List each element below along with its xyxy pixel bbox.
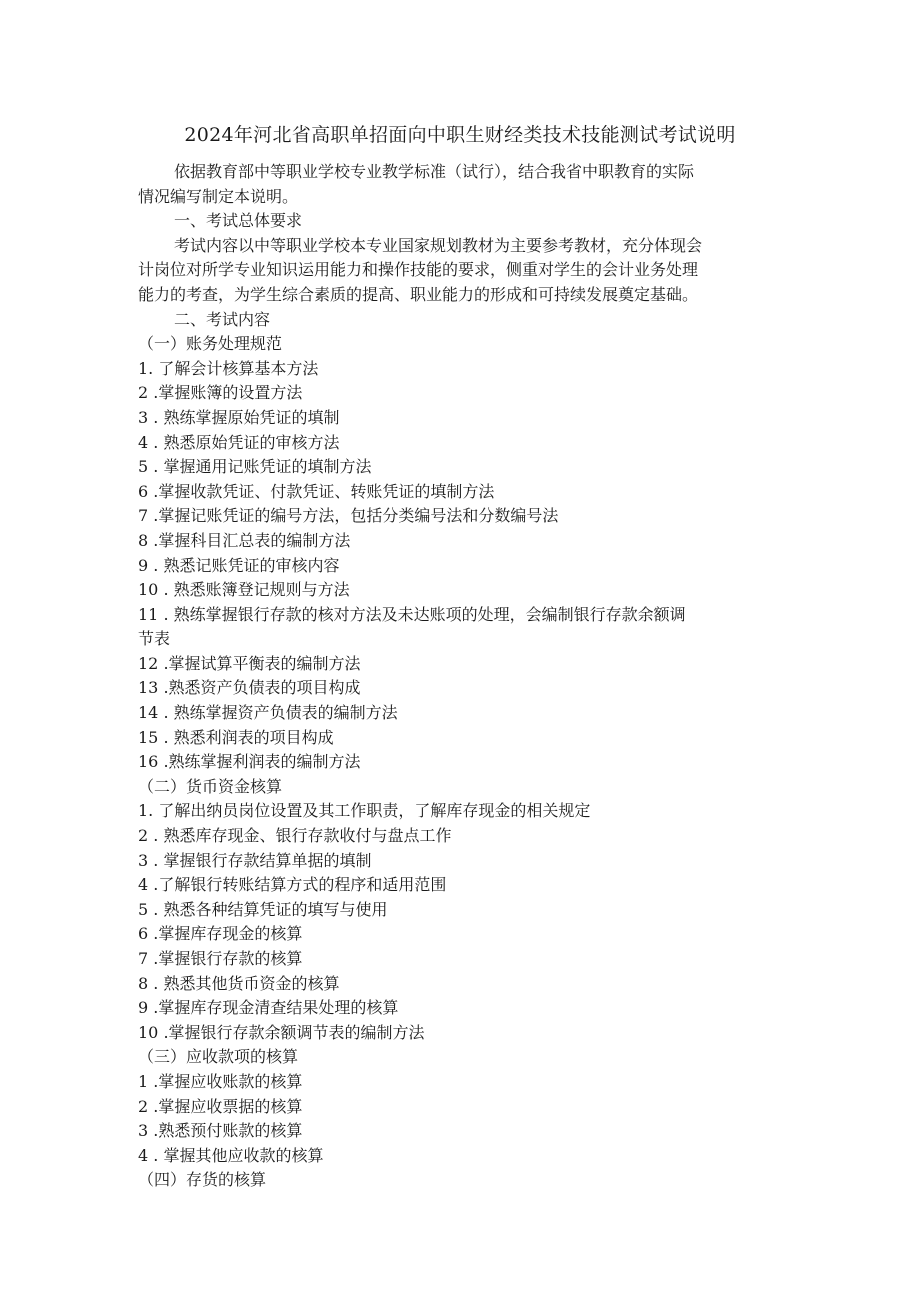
section-heading: （二）货币资金核算 bbox=[138, 776, 283, 796]
list-item: 13 .熟悉资产负债表的项目构成 bbox=[138, 678, 361, 698]
list-item: 5 . 掌握通用记账凭证的填制方法 bbox=[138, 457, 372, 477]
list-item: 1. 了解会计核算基本方法 bbox=[138, 358, 319, 378]
part1-heading: 一、考试总体要求 bbox=[174, 211, 303, 231]
list-item: 12 .掌握试算平衡表的编制方法 bbox=[138, 653, 361, 673]
list-item: 1. 了解出纳员岗位设置及其工作职责，了解库存现金的相关规定 bbox=[138, 801, 591, 821]
section-heading: （四）存货的核算 bbox=[138, 1170, 267, 1190]
list-item: 11 . 熟练掌握银行存款的核对方法及未达账项的处理，会编制银行存款余额调 bbox=[138, 604, 686, 624]
list-item: 3 . 掌握银行存款结算单据的填制 bbox=[138, 850, 372, 870]
list-item: 5 . 熟悉各种结算凭证的填写与使用 bbox=[138, 899, 388, 919]
intro-line-2: 情况编写制定本说明。 bbox=[138, 186, 299, 206]
list-item: 10 .掌握银行存款余额调节表的编制方法 bbox=[138, 1022, 425, 1042]
part1-line-3: 能力的考查，为学生综合素质的提高、职业能力的形成和可持续发展奠定基础。 bbox=[138, 284, 699, 304]
list-item: 9 .掌握库存现金清查结果处理的核算 bbox=[138, 998, 399, 1018]
list-item: 3 .熟悉预付账款的核算 bbox=[138, 1121, 303, 1141]
list-item: 3 . 熟练掌握原始凭证的填制 bbox=[138, 407, 340, 427]
list-item: 4 . 掌握其他应收款的核算 bbox=[138, 1145, 324, 1165]
list-item-continuation: 节表 bbox=[138, 629, 171, 649]
part2-heading: 二、考试内容 bbox=[174, 309, 271, 329]
list-item: 8 . 熟悉其他货币资金的核算 bbox=[138, 973, 340, 993]
list-item: 6 .掌握收款凭证、付款凭证、转账凭证的填制方法 bbox=[138, 481, 495, 501]
list-item: 2 .掌握应收票据的核算 bbox=[138, 1096, 303, 1116]
list-item: 7 .掌握记账凭证的编号方法，包括分类编号法和分数编号法 bbox=[138, 506, 559, 526]
list-item: 8 .掌握科目汇总表的编制方法 bbox=[138, 530, 351, 550]
document-body bbox=[138, 160, 798, 1193]
document-title: 2024年河北省高职单招面向中职生财经类技术技能测试考试说明 bbox=[184, 124, 736, 146]
list-item: 15 . 熟悉利润表的项目构成 bbox=[138, 727, 334, 747]
list-item: 4 . 熟悉原始凭证的审核方法 bbox=[138, 432, 340, 452]
list-item: 7 .掌握银行存款的核算 bbox=[138, 949, 303, 968]
list-item: 16 .熟练掌握利润表的编制方法 bbox=[138, 752, 361, 772]
section-heading: （三）应收款项的核算 bbox=[138, 1047, 299, 1067]
section-heading: （一）账务处理规范 bbox=[138, 334, 283, 354]
intro-line-1: 依据教育部中等职业学校专业教学标准（试行），结合我省中职教育的实际 bbox=[174, 162, 695, 181]
list-item: 9 . 熟悉记账凭证的审核内容 bbox=[138, 555, 340, 575]
list-item: 10 . 熟悉账簿登记规则与方法 bbox=[138, 580, 350, 600]
list-item: 6 .掌握库存现金的核算 bbox=[138, 924, 303, 944]
list-item: 14 . 熟练掌握资产负债表的编制方法 bbox=[138, 703, 398, 723]
list-item: 2 .掌握账簿的设置方法 bbox=[138, 383, 303, 403]
part1-line-1: 考试内容以中等职业学校本专业国家规划教材为主要参考教材，充分体现会 bbox=[174, 235, 703, 255]
list-item: 1 .掌握应收账款的核算 bbox=[138, 1071, 303, 1091]
part1-line-2: 计岗位对所学专业知识运用能力和操作技能的要求，侧重对学生的会计业务处理 bbox=[138, 260, 699, 280]
list-item: 4 .了解银行转账结算方式的程序和适用范围 bbox=[138, 875, 447, 895]
list-item: 2 . 熟悉库存现金、银行存款收付与盘点工作 bbox=[138, 826, 452, 846]
